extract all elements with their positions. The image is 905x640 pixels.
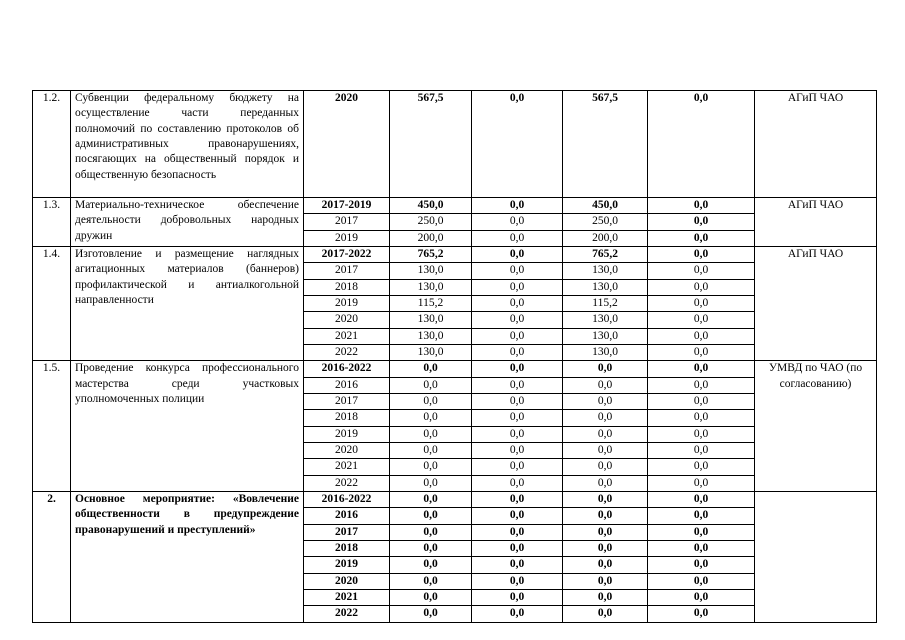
- amount-cell: 0,0: [390, 491, 472, 507]
- year-cell: 2017: [304, 263, 390, 279]
- year-cell: 2017: [304, 524, 390, 540]
- table-row: [33, 361, 877, 377]
- year-cell: 2017-2022: [304, 246, 390, 262]
- amount-cell: 0,0: [472, 393, 563, 409]
- year-cell: 2017-2019: [304, 198, 390, 214]
- row-number: 1.4.: [33, 246, 71, 360]
- amount-cell: 0,0: [648, 573, 755, 589]
- amount-cell: 0,0: [390, 377, 472, 393]
- amount-cell: 0,0: [390, 606, 472, 622]
- amount-cell: 0,0: [472, 377, 563, 393]
- amount-cell: 0,0: [648, 377, 755, 393]
- amount-cell: 250,0: [563, 214, 648, 230]
- amount-cell: 0,0: [563, 557, 648, 573]
- year-cell: 2017: [304, 393, 390, 409]
- amount-cell: 0,0: [563, 524, 648, 540]
- responsible-cell: АГиП ЧАО: [755, 198, 877, 247]
- year-cell: 2019: [304, 295, 390, 311]
- amount-cell: 130,0: [563, 279, 648, 295]
- amount-cell: 0,0: [648, 279, 755, 295]
- amount-cell: 0,0: [563, 410, 648, 426]
- amount-cell: 0,0: [648, 524, 755, 540]
- amount-cell: 567,5: [390, 91, 472, 198]
- amount-cell: 0,0: [390, 589, 472, 605]
- amount-cell: 0,0: [563, 426, 648, 442]
- year-cell: 2019: [304, 426, 390, 442]
- amount-cell: 200,0: [563, 230, 648, 246]
- amount-cell: 0,0: [472, 246, 563, 262]
- amount-cell: 0,0: [472, 344, 563, 360]
- amount-cell: 0,0: [390, 410, 472, 426]
- amount-cell: 0,0: [648, 459, 755, 475]
- amount-cell: 0,0: [390, 475, 472, 491]
- amount-cell: 0,0: [648, 361, 755, 377]
- amount-cell: 0,0: [648, 606, 755, 622]
- amount-cell: 0,0: [390, 361, 472, 377]
- amount-cell: 0,0: [648, 393, 755, 409]
- amount-cell: 0,0: [472, 475, 563, 491]
- year-cell: 2016: [304, 377, 390, 393]
- amount-cell: 0,0: [563, 361, 648, 377]
- amount-cell: 130,0: [390, 279, 472, 295]
- year-cell: 2018: [304, 410, 390, 426]
- responsible-cell: АГиП ЧАО: [755, 246, 877, 360]
- year-cell: 2016-2022: [304, 491, 390, 507]
- year-cell: 2022: [304, 606, 390, 622]
- amount-cell: 0,0: [472, 508, 563, 524]
- amount-cell: 0,0: [648, 540, 755, 556]
- row-number: 1.2.: [33, 91, 71, 198]
- amount-cell: 450,0: [390, 198, 472, 214]
- amount-cell: 0,0: [472, 312, 563, 328]
- amount-cell: 0,0: [648, 410, 755, 426]
- amount-cell: 765,2: [563, 246, 648, 262]
- amount-cell: 0,0: [472, 540, 563, 556]
- amount-cell: 130,0: [390, 328, 472, 344]
- year-cell: 2018: [304, 540, 390, 556]
- table-row: [33, 491, 877, 507]
- amount-cell: 0,0: [648, 508, 755, 524]
- amount-cell: 200,0: [390, 230, 472, 246]
- responsible-cell: [755, 491, 877, 622]
- amount-cell: 0,0: [563, 508, 648, 524]
- amount-cell: 0,0: [563, 377, 648, 393]
- amount-cell: 0,0: [563, 459, 648, 475]
- amount-cell: 115,2: [390, 295, 472, 311]
- activity-name: Изготовление и размещение наглядных агитационных материалов (баннеров) профилактической и антиалкогольной направленности: [71, 246, 304, 360]
- year-cell: 2016: [304, 508, 390, 524]
- amount-cell: 0,0: [648, 198, 755, 214]
- amount-cell: 0,0: [472, 230, 563, 246]
- amount-cell: 0,0: [472, 214, 563, 230]
- amount-cell: 0,0: [563, 606, 648, 622]
- row-number: 1.3.: [33, 198, 71, 247]
- amount-cell: 130,0: [563, 312, 648, 328]
- amount-cell: 0,0: [648, 246, 755, 262]
- amount-cell: 0,0: [390, 508, 472, 524]
- year-cell: 2017: [304, 214, 390, 230]
- amount-cell: 0,0: [648, 263, 755, 279]
- amount-cell: 0,0: [472, 295, 563, 311]
- amount-cell: 0,0: [563, 589, 648, 605]
- amount-cell: 0,0: [390, 459, 472, 475]
- year-cell: 2022: [304, 475, 390, 491]
- amount-cell: 0,0: [563, 540, 648, 556]
- amount-cell: 0,0: [390, 573, 472, 589]
- amount-cell: 0,0: [472, 328, 563, 344]
- amount-cell: 130,0: [390, 344, 472, 360]
- amount-cell: 0,0: [648, 491, 755, 507]
- amount-cell: 130,0: [390, 263, 472, 279]
- amount-cell: 0,0: [648, 475, 755, 491]
- row-number: 1.5.: [33, 361, 71, 492]
- amount-cell: 115,2: [563, 295, 648, 311]
- table-row: [33, 198, 877, 214]
- amount-cell: 130,0: [563, 344, 648, 360]
- amount-cell: 0,0: [648, 426, 755, 442]
- row-number: 2.: [33, 491, 71, 622]
- amount-cell: 0,0: [648, 344, 755, 360]
- amount-cell: 0,0: [472, 442, 563, 458]
- table-row: [33, 91, 877, 198]
- amount-cell: 0,0: [472, 589, 563, 605]
- table-row: [33, 246, 877, 262]
- amount-cell: 0,0: [563, 491, 648, 507]
- amount-cell: 765,2: [390, 246, 472, 262]
- year-cell: 2021: [304, 328, 390, 344]
- activity-name: Основное мероприятие: «Вовлечение общественности в предупреждение правонарушений и преступлений»: [71, 491, 304, 622]
- amount-cell: 0,0: [472, 459, 563, 475]
- amount-cell: 130,0: [390, 312, 472, 328]
- amount-cell: 0,0: [472, 524, 563, 540]
- amount-cell: 0,0: [390, 393, 472, 409]
- amount-cell: 250,0: [390, 214, 472, 230]
- amount-cell: 0,0: [472, 606, 563, 622]
- amount-cell: 567,5: [563, 91, 648, 198]
- year-cell: 2020: [304, 91, 390, 198]
- amount-cell: 450,0: [563, 198, 648, 214]
- budget-table: [32, 90, 877, 623]
- amount-cell: 0,0: [472, 91, 563, 198]
- amount-cell: 0,0: [648, 295, 755, 311]
- amount-cell: 0,0: [648, 230, 755, 246]
- year-cell: 2018: [304, 279, 390, 295]
- amount-cell: 0,0: [563, 393, 648, 409]
- year-cell: 2020: [304, 442, 390, 458]
- year-cell: 2016-2022: [304, 361, 390, 377]
- amount-cell: 0,0: [648, 328, 755, 344]
- amount-cell: 0,0: [648, 312, 755, 328]
- year-cell: 2022: [304, 344, 390, 360]
- amount-cell: 0,0: [390, 524, 472, 540]
- amount-cell: 0,0: [563, 573, 648, 589]
- amount-cell: 0,0: [563, 442, 648, 458]
- amount-cell: 0,0: [648, 442, 755, 458]
- amount-cell: 0,0: [472, 573, 563, 589]
- year-cell: 2021: [304, 459, 390, 475]
- amount-cell: 130,0: [563, 263, 648, 279]
- amount-cell: 0,0: [472, 279, 563, 295]
- amount-cell: 0,0: [390, 557, 472, 573]
- activity-name: Проведение конкурса профессионального мастерства среди участковых уполномоченных полиции: [71, 361, 304, 492]
- year-cell: 2020: [304, 573, 390, 589]
- amount-cell: 0,0: [390, 540, 472, 556]
- table-body: [33, 91, 877, 623]
- activity-name: Субвенции федеральному бюджету на осуществление части переданных полномочий по составлению протоколов об административных правонарушениях, посягающих на общественный порядок и общественную безопасность: [71, 91, 304, 198]
- amount-cell: 0,0: [648, 214, 755, 230]
- amount-cell: 0,0: [472, 557, 563, 573]
- amount-cell: 0,0: [648, 91, 755, 198]
- year-cell: 2019: [304, 230, 390, 246]
- year-cell: 2020: [304, 312, 390, 328]
- year-cell: 2021: [304, 589, 390, 605]
- amount-cell: 0,0: [472, 263, 563, 279]
- amount-cell: 0,0: [472, 491, 563, 507]
- amount-cell: 0,0: [472, 361, 563, 377]
- year-cell: 2019: [304, 557, 390, 573]
- amount-cell: 0,0: [648, 557, 755, 573]
- amount-cell: 130,0: [563, 328, 648, 344]
- responsible-cell: УМВД по ЧАО (по согласованию): [755, 361, 877, 492]
- amount-cell: 0,0: [390, 442, 472, 458]
- amount-cell: 0,0: [648, 589, 755, 605]
- amount-cell: 0,0: [563, 475, 648, 491]
- amount-cell: 0,0: [472, 410, 563, 426]
- activity-name: Материально-техническое обеспечение деятельности добровольных народных дружин: [71, 198, 304, 247]
- amount-cell: 0,0: [390, 426, 472, 442]
- responsible-cell: АГиП ЧАО: [755, 91, 877, 198]
- amount-cell: 0,0: [472, 426, 563, 442]
- amount-cell: 0,0: [472, 198, 563, 214]
